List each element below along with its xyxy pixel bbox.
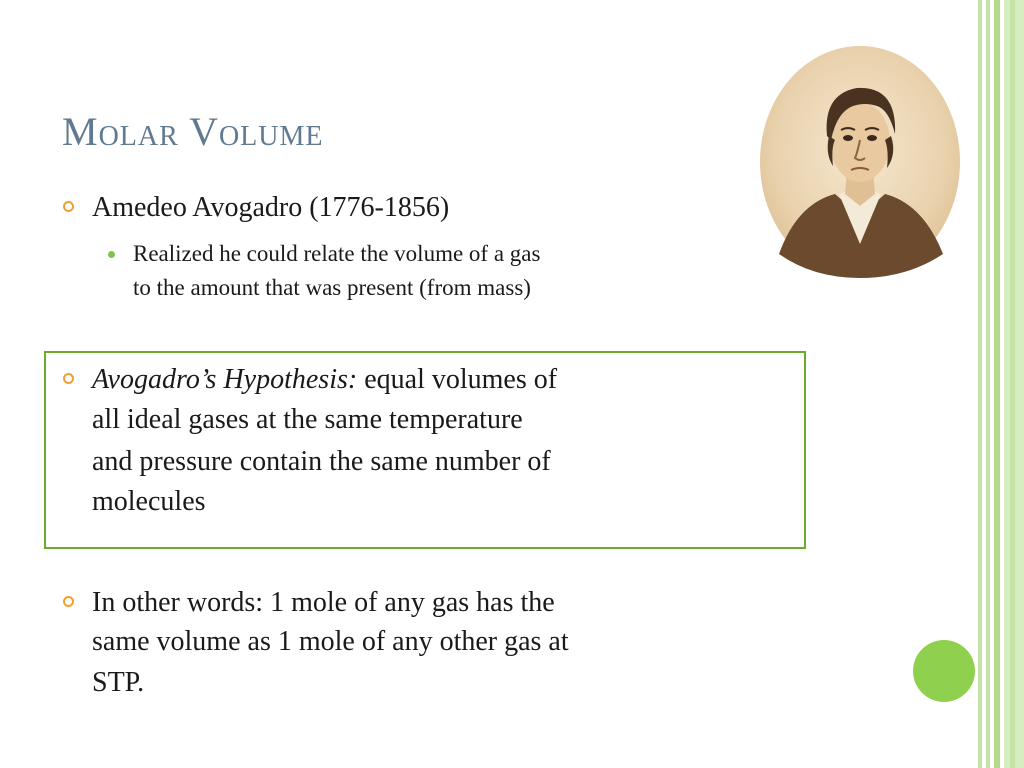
bullet-text: Amedeo Avogadro (1776-1856) xyxy=(92,192,450,223)
decor-stripe xyxy=(978,0,982,768)
hypothesis-text: equal volumes of xyxy=(357,364,558,395)
portrait-image xyxy=(757,44,963,280)
decor-stripe xyxy=(994,0,1000,768)
bullet-ring-icon xyxy=(63,201,74,212)
sub-bullet-text: Realized he could relate the volume of a gas xyxy=(133,241,541,266)
slide-title: Molar Volume xyxy=(62,109,324,154)
decor-stripe xyxy=(1010,0,1015,768)
hypothesis-line xyxy=(92,360,557,400)
decor-circle xyxy=(913,640,975,702)
hypothesis-term: Avogadro’s Hypothesis: xyxy=(92,364,358,395)
sub-bullet-dot-icon xyxy=(108,251,115,258)
bullet-ring-icon xyxy=(63,596,74,607)
bullet-text: STP. xyxy=(92,667,145,698)
hypothesis-line: all ideal gases at the same temperature xyxy=(92,404,523,435)
bullet-ring-icon xyxy=(63,373,74,384)
sub-bullet-text: to the amount that was present (from mass) xyxy=(133,275,531,300)
bullet-text: In other words: 1 mole of any gas has the xyxy=(92,587,555,618)
bullet-text: same volume as 1 mole of any other gas at xyxy=(92,626,569,657)
decor-stripe xyxy=(986,0,990,768)
hypothesis-line: and pressure contain the same number of xyxy=(92,446,551,477)
hypothesis-line: molecules xyxy=(92,486,206,517)
